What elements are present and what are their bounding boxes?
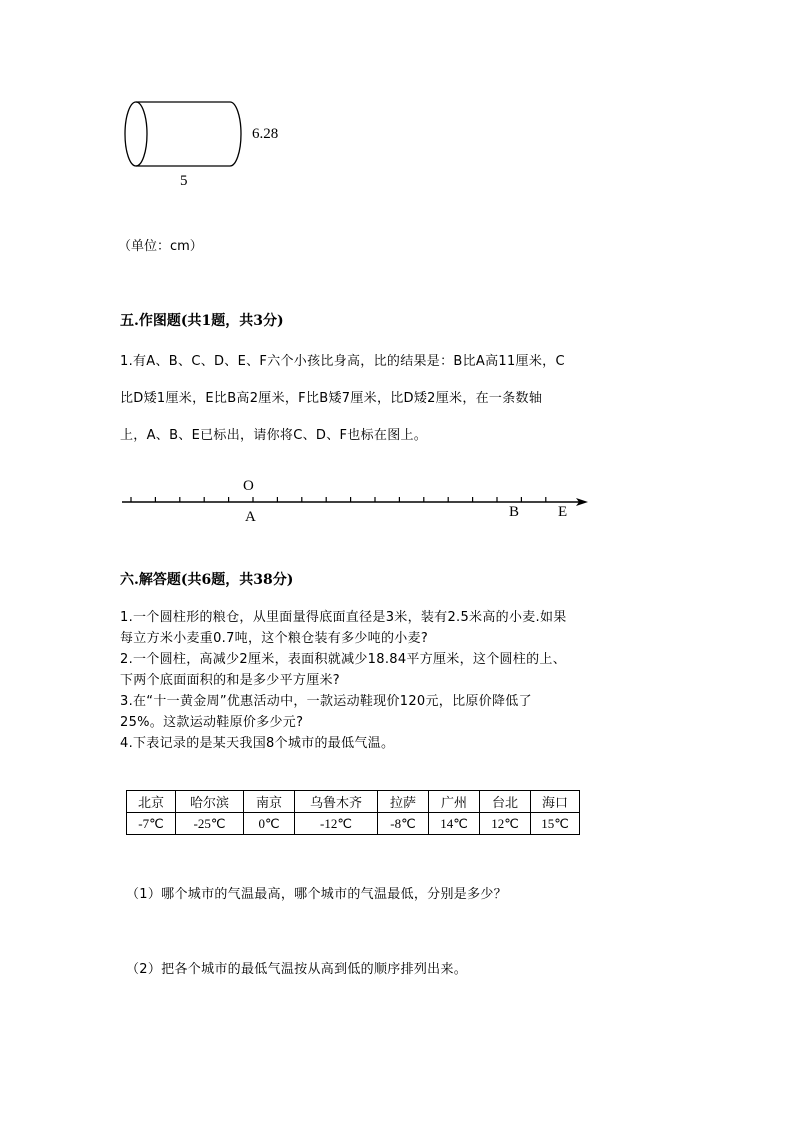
table-row-cities xyxy=(127,791,580,813)
cell-temp: -25℃ xyxy=(176,813,244,835)
unit-note: （单位：cm） xyxy=(118,239,203,254)
temperature-table xyxy=(126,790,580,835)
cell-city: 海口 xyxy=(531,791,580,813)
table-row-temps xyxy=(127,813,580,835)
section6-line7: 4.下表记录的是某天我国8个城市的最低气温。 xyxy=(120,736,395,751)
section6-line2: 每立方米小麦重0.7吨，这个粮仓装有多少吨的小麦? xyxy=(120,631,429,646)
section6-line6: 25%。这款运动鞋原价多少元? xyxy=(120,715,304,730)
cylinder-height-label: 6.28 xyxy=(252,126,279,142)
sub-question-2: （2）把各个城市的最低气温按从高到低的顺序排列出来。 xyxy=(126,962,468,977)
section5-q1-line1: 1.有A、B、C、D、E、F六个小孩比身高，比的结果是：B比A高11厘米，C xyxy=(120,354,565,369)
section6-line5: 3.在“十一黄金周”优惠活动中，一款运动鞋现价120元，比原价降低了 xyxy=(120,694,532,709)
point-e-label: E xyxy=(558,504,568,520)
cell-city: 拉萨 xyxy=(378,791,429,813)
origin-label: O xyxy=(243,478,254,494)
number-line xyxy=(118,492,593,512)
section6-line1: 1.一个圆柱形的粮仓，从里面量得底面直径是3米，装有2.5米高的小麦.如果 xyxy=(120,610,567,625)
cell-temp: -8℃ xyxy=(378,813,429,835)
cylinder-figure xyxy=(118,96,248,174)
cell-city: 广州 xyxy=(429,791,480,813)
cell-city: 哈尔滨 xyxy=(176,791,244,813)
cell-temp: 0℃ xyxy=(244,813,295,835)
cell-temp: 12℃ xyxy=(480,813,531,835)
section6-heading: 六.解答题(共6题，共38分) xyxy=(120,572,294,588)
sub-question-1: （1）哪个城市的气温最高，哪个城市的气温最低，分别是多少？ xyxy=(126,887,507,902)
cell-city: 台北 xyxy=(480,791,531,813)
section6-line3: 2.一个圆柱，高减少2厘米，表面积就减少18.84平方厘米，这个圆柱的上、 xyxy=(120,652,566,667)
cell-temp: 15℃ xyxy=(531,813,580,835)
section6-line4: 下两个底面面积的和是多少平方厘米? xyxy=(120,673,340,688)
cell-temp: 14℃ xyxy=(429,813,480,835)
cell-city: 北京 xyxy=(127,791,176,813)
cylinder-length-label: 5 xyxy=(180,173,188,189)
cell-city: 乌鲁木齐 xyxy=(295,791,378,813)
cell-temp: -12℃ xyxy=(295,813,378,835)
cell-city: 南京 xyxy=(244,791,295,813)
point-b-label: B xyxy=(509,504,520,520)
cell-temp: -7℃ xyxy=(127,813,176,835)
cylinder-left-end xyxy=(125,102,147,166)
cylinder-right-end xyxy=(230,102,241,166)
section5-q1-line2: 比D矮1厘米，E比B高2厘米，F比B矮7厘米，比D矮2厘米，在一条数轴 xyxy=(120,391,543,406)
section5-heading: 五.作图题(共1题，共3分) xyxy=(120,313,284,329)
point-a-label: A xyxy=(245,509,256,525)
section5-q1-line3: 上，A、B、E已标出，请你将C、D、F也标在图上。 xyxy=(120,428,428,443)
